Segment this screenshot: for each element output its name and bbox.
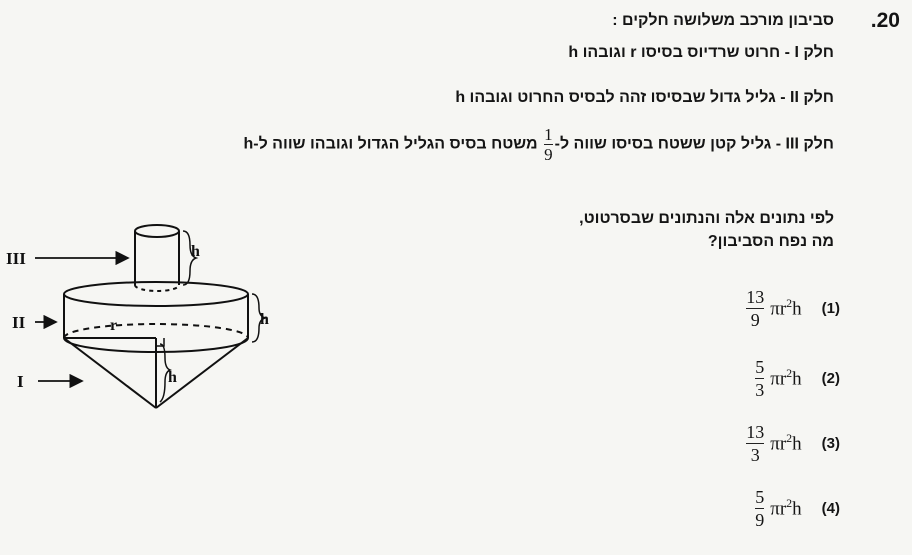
part-3-text-after: משטח בסיס הגליל הגדול וגובהו שווה ל-h	[243, 135, 538, 153]
prompt-line-1: לפי נתונים אלה והנתונים שבסרטוט,	[579, 210, 834, 227]
part-3-text-before: חלק III - גליל קטן ששטח בסיסו שווה ל-	[554, 135, 834, 153]
prompt-line-2: מה נפח הסביבון?	[707, 233, 834, 250]
label-III: III	[6, 249, 26, 268]
option-fraction: $\frac{5}{3}$	[755, 357, 765, 400]
label-h-cone: h	[168, 369, 177, 386]
spinning-top-diagram	[0, 218, 300, 418]
option-3[interactable]	[746, 423, 840, 464]
question-intro: סביבון מורכב משלושה חלקים :	[612, 12, 834, 29]
option-number: (2)	[821, 370, 840, 387]
cone-left-edge	[64, 338, 156, 408]
option-2[interactable]	[755, 358, 840, 399]
part-1-description: חלק I - חרוט שרדיוס בסיסו r וגובהו h	[568, 44, 834, 61]
big-cylinder-top	[64, 282, 248, 306]
option-expression: $\pi r^2h$	[770, 366, 802, 390]
fraction-numerator: 1	[544, 125, 553, 144]
option-expression: $\pi r^2h$	[770, 431, 802, 455]
part-3-description	[243, 126, 834, 163]
label-I: I	[17, 372, 24, 391]
fraction-denominator: 9	[544, 145, 553, 164]
big-cylinder-base-back	[64, 324, 248, 338]
part-2-description: חלק II - גליל גדול שבסיסו זהה לבסיס החרוט וגובהו h	[455, 89, 834, 106]
label-II: II	[12, 313, 26, 332]
label-r: r	[110, 317, 118, 334]
option-fraction: $\frac{5}{9}$	[755, 487, 765, 530]
label-h-small-cylinder: h	[191, 243, 200, 260]
part-3-fraction	[544, 126, 553, 163]
option-fraction: $\frac{13}{9}$	[746, 287, 765, 330]
option-number: (3)	[821, 435, 840, 452]
option-4[interactable]	[755, 488, 840, 529]
option-number: (1)	[821, 300, 840, 317]
option-fraction: $\frac{13}{3}$	[746, 422, 765, 465]
small-cylinder-base-hidden	[135, 285, 179, 291]
option-expression: $\pi r^2h$	[770, 296, 802, 320]
option-number: (4)	[821, 500, 840, 517]
question-number: .20	[870, 9, 900, 32]
option-1[interactable]	[746, 288, 840, 329]
small-cylinder-top	[135, 225, 179, 237]
option-expression: $\pi r^2h$	[770, 496, 802, 520]
label-h-big-cylinder: h	[260, 311, 269, 328]
